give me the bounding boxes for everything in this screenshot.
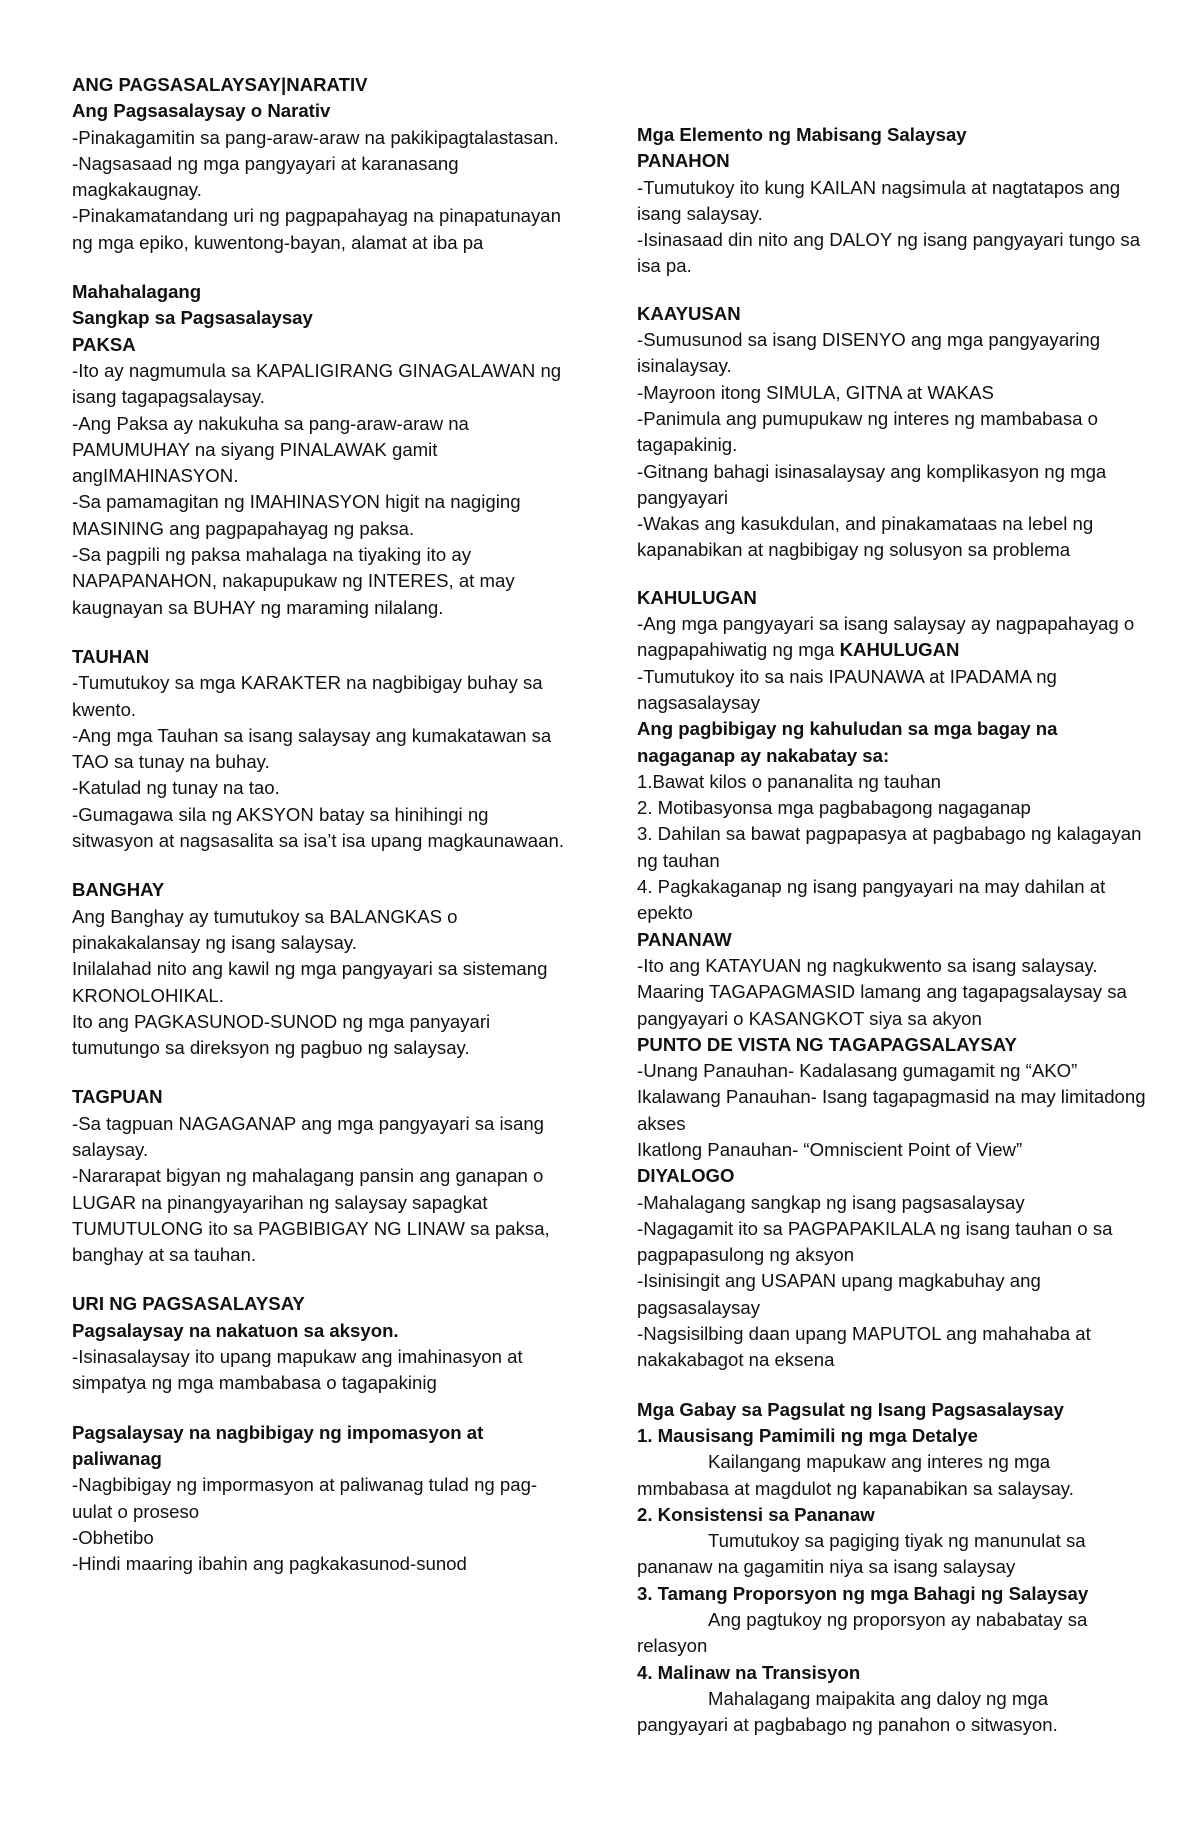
punto-de-vista-line: -Unang Panauhan- Kadalasang gumagamit ng “AKO” <box>637 1060 1078 1082</box>
paksa-heading: PAKSA <box>72 333 136 355</box>
paksa-line: -Sa pagpili ng paksa mahalaga na tiyaking ito ay NAPAPANAHON, nakapupukaw ng INTERES, at may kaugnayan sa BUHAY ng maraming nilalang. <box>72 544 515 618</box>
intro-line: -Nagsasaad ng mga pangyayari at karanasang magkakaugnay. <box>72 152 459 201</box>
banghay-line: Ang Banghay ay tumutukoy sa BALANGKAS o pinakakalansay ng isang salaysay. <box>72 905 458 953</box>
kahulugan-item: 3. Dahilan sa bawat pagpapasya at pagbabago ng kalagayan ng tauhan <box>637 823 1142 871</box>
gabay-item-text: Mahalagang maipakita ang daloy ng mga <box>708 1687 1049 1709</box>
banghay-line: Inilalahad nito ang kawil ng mga pangyayari sa sistemang KRONOLOHIKAL. <box>72 958 548 1006</box>
diyalogo-line: -Nagagamit ito sa PAGPAPAKILALA ng isang tauhan o sa pagpapasulong ng aksyon <box>637 1217 1113 1266</box>
kahulugan-item: 4. Pagkakaganap ng isang pangyayari na may dahilan at epekto <box>637 876 1106 924</box>
tauhan-heading: TAUHAN <box>72 645 150 667</box>
paksa-line: -Ito ay nagmumula sa KAPALIGIRANG GINAGALAWAN ng isang tagapagsalaysay. <box>72 359 562 408</box>
pananaw-line: -Ito ang KATAYUAN ng nagkukwento sa isang salaysay. <box>637 954 1098 976</box>
kahulugan-line: -Tumutukoy ito sa nais IPAUNAWA at IPADAMA ng nagsasalaysay <box>637 665 1057 713</box>
document-subtitle: Ang Pagsasalaysay o Narativ <box>72 100 331 122</box>
tagpuan-line: -Sa tagpuan NAGAGANAP ang mga pangyayari sa isang salaysay. <box>72 1112 545 1160</box>
kaayusan-line: -Wakas ang kasukdulan, and pinakamataas na lebel ng kapanabikan at nagbibigay ng solusyon sa problema <box>637 513 1094 561</box>
gabay-item-title: 3. Tamang Proporsyon ng mga Bahagi ng Salaysay <box>637 1582 1089 1604</box>
diyalogo-line: -Isinisingit ang USAPAN upang magkabuhay ang pagsasalaysay <box>637 1270 1041 1318</box>
gabay-item-text: pangyayari at pagbabago ng panahon o sitwasyon. <box>637 1714 1058 1736</box>
punto-de-vista-line: Ikalawang Panauhan- Isang tagapagmasid na may limitadong akses <box>637 1086 1146 1134</box>
diyalogo-heading: DIYALOGO <box>637 1165 735 1187</box>
intro-line: -Pinakamatandang uri ng pagpapahayag na pinapatunayan ng mga epiko, kuwentong-bayan, alamat at iba pa <box>72 205 561 253</box>
sangkap-heading-line2: Sangkap sa Pagsasalaysay <box>72 307 313 329</box>
kahulugan-heading: KAHULUGAN <box>637 586 757 608</box>
uri-aksyon-line: -Isinasalaysay ito upang mapukaw ang imahinasyon at simpatya ng mga mambabasa o tagapakinig <box>72 1346 523 1394</box>
uri-heading: URI NG PAGSASALAYSAY <box>72 1293 305 1315</box>
kahulugan-note: Ang pagbibigay ng kahuludan sa mga bagay na nagaganap ay nakabatay sa: <box>637 718 1058 766</box>
tauhan-line: -Ang mga Tauhan sa isang salaysay ang kumakatawan sa TAO sa tunay na buhay. <box>72 724 552 773</box>
uri-subheading-aksyon: Pagsalaysay na nakatuon sa aksyon. <box>72 1319 399 1341</box>
tagpuan-heading: TAGPUAN <box>72 1086 163 1108</box>
paksa-line: -Ang Paksa ay nakukuha sa pang-araw-araw na PAMUMUHAY na siyang PINALAWAK gamit angIMAHINASYON. <box>72 412 469 487</box>
panahon-line: -Tumutukoy ito kung KAILAN nagsimula at nagtatapos ang isang salaysay. <box>637 176 1121 224</box>
kahulugan-item: 2. Motibasyonsa mga pagbabagong nagaganap <box>637 797 1031 819</box>
diyalogo-line: -Nagsisilbing daan upang MAPUTOL ang mahahaba at nakakabagot na eksena <box>637 1323 1091 1371</box>
uri-impomasyon-line: -Hindi maaring ibahin ang pagkakasunod-sunod <box>72 1553 467 1575</box>
elements-heading: Mga Elemento ng Mabisang Salaysay <box>637 124 967 145</box>
panahon-line: -Isinasaad din nito ang DALOY ng isang pangyayari tungo sa isa pa. <box>637 229 1141 277</box>
gabay-item-text: Ang pagtukoy ng proporsyon ay nababatay sa <box>708 1609 1088 1631</box>
kaayusan-line: -Gitnang bahagi isinasalaysay ang komplikasyon ng mga pangyayari <box>637 460 1107 508</box>
banghay-line: Ito ang PAGKASUNOD-SUNOD ng mga panyayari tumutungo sa direksyon ng pagbuo ng salaysay. <box>72 1010 491 1059</box>
gabay-item-text: pananaw na gagamitin niya sa isang salaysay <box>637 1556 1016 1578</box>
paksa-line: -Sa pamamagitan ng IMAHINASYON higit na nagiging MASINING ang pagpapahayag ng paksa. <box>72 491 521 539</box>
gabay-item-title: 2. Konsistensi sa Pananaw <box>637 1503 875 1525</box>
tauhan-line: -Gumagawa sila ng AKSYON batay sa hinihingi ng sitwasyon at nagsasalita sa isa’t isa upang magkaunawaan. <box>72 803 564 852</box>
tauhan-line: -Tumutukoy sa mga KARAKTER na nagbibigay buhay sa kwento. <box>72 672 543 720</box>
punto-de-vista-heading: PUNTO DE VISTA NG TAGAPAGSALAYSAY <box>637 1033 1017 1055</box>
uri-impomasyon-line: -Obhetibo <box>72 1526 154 1548</box>
kaayusan-line: -Sumusunod sa isang DISENYO ang mga pangyayaring isinalaysay. <box>637 329 1101 377</box>
pananaw-line: Maaring TAGAPAGMASID lamang ang tagapagsalaysay sa pangyayari o KASANGKOT siya sa akyon <box>637 981 1127 1029</box>
pananaw-heading: PANANAW <box>637 928 732 950</box>
tagpuan-line: -Nararapat bigyan ng mahalagang pansin ang ganapan o LUGAR na pinangyayarihan ng salaysay sapagkat TUMUTULONG ito sa PAGBIBIGAY NG LINAW sa paksa, banghay at sa tauhan. <box>72 1165 550 1266</box>
kahulugan-item: 1.Bawat kilos o pananalita ng tauhan <box>637 770 941 792</box>
gabay-item-text: relasyon <box>637 1635 708 1657</box>
kaayusan-line: -Panimula ang pumupukaw ng interes ng mambabasa o tagapakinig. <box>637 407 1098 456</box>
kaayusan-line: -Mayroon itong SIMULA, GITNA at WAKAS <box>637 381 994 403</box>
document-title: ANG PAGSASALAYSAY|NARATIV <box>72 74 368 95</box>
gabay-item-text: mmbabasa at magdulot ng kapanabikan sa salaysay. <box>637 1477 1074 1499</box>
intro-line: -Pinakagamitin sa pang-araw-araw na pakikipagtalastasan. <box>72 126 559 148</box>
kaayusan-heading: KAAYUSAN <box>637 302 741 324</box>
panahon-heading: PANAHON <box>637 150 730 172</box>
kahulugan-keyword: KAHULUGAN <box>839 639 960 661</box>
gabay-item-text: Tumutukoy sa pagiging tiyak ng manunulat sa <box>708 1530 1086 1552</box>
uri-impomasyon-line: -Nagbibigay ng impormasyon at paliwanag tulad ng pag-uulat o proseso <box>72 1474 538 1522</box>
gabay-item-text: Kailangang mapukaw ang interes ng mga <box>708 1451 1051 1473</box>
diyalogo-line: -Mahalagang sangkap ng isang pagsasalaysay <box>637 1191 1025 1213</box>
banghay-heading: BANGHAY <box>72 879 165 901</box>
tauhan-line: -Katulad ng tunay na tao. <box>72 777 280 799</box>
gabay-heading: Mga Gabay sa Pagsulat ng Isang Pagsasalaysay <box>637 1398 1064 1420</box>
punto-de-vista-line: Ikatlong Panauhan- “Omniscient Point of View” <box>637 1138 1023 1160</box>
gabay-item-title: 4. Malinaw na Transisyon <box>637 1661 861 1683</box>
kahulugan-line <box>637 611 1157 664</box>
uri-subheading-impomasyon: Pagsalaysay na nagbibigay ng impomasyon at paliwanag <box>72 1421 484 1469</box>
sangkap-heading-line1: Mahahalagang <box>72 281 202 303</box>
kahulugan-line-text: -Ang mga pangyayari sa isang salaysay ay nagpapahayag o nagpapahiwatig ng mga <box>637 613 1135 661</box>
gabay-item-title: 1. Mausisang Pamimili ng mga Detalye <box>637 1424 978 1446</box>
left-column <box>72 72 572 1577</box>
right-column <box>637 122 1157 1739</box>
